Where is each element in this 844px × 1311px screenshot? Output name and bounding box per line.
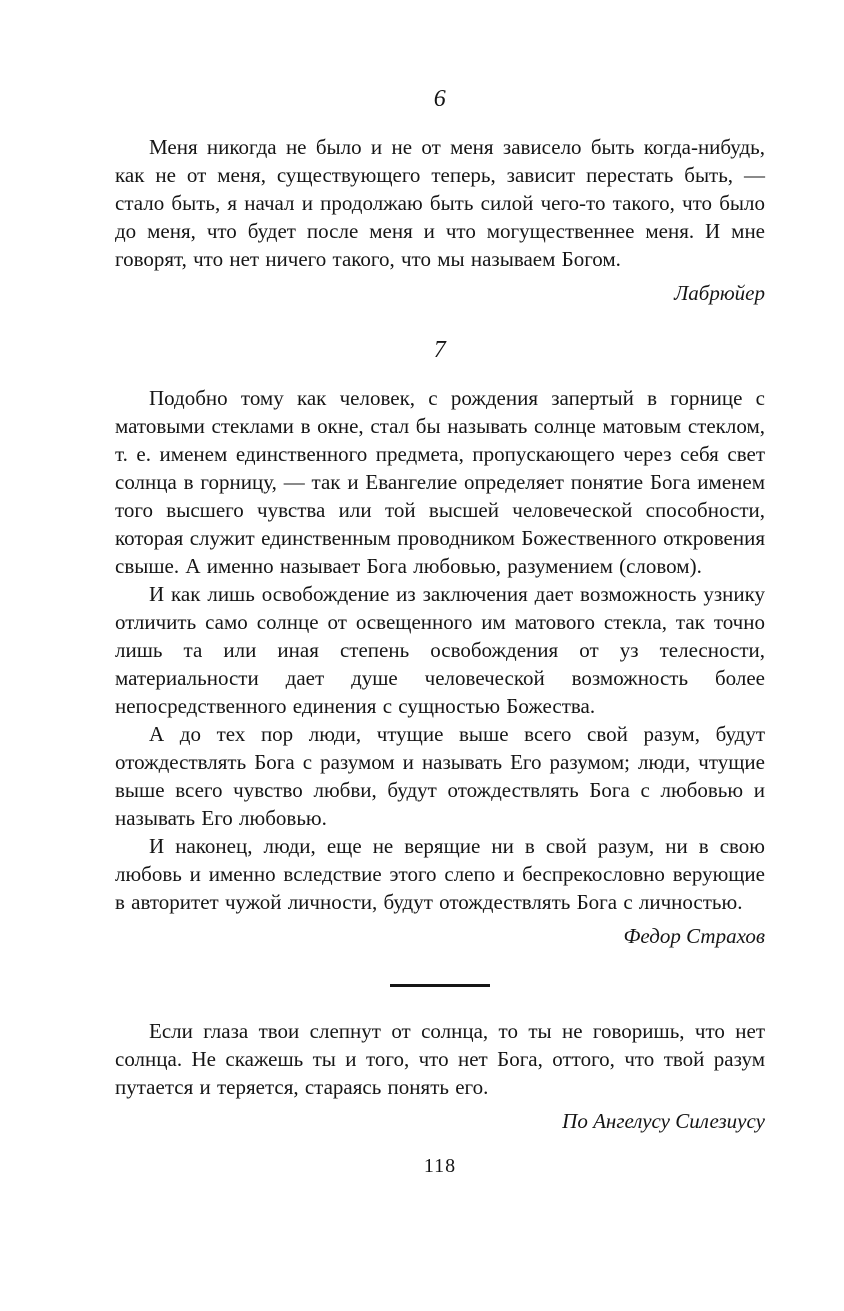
attribution: Федор Страхов	[623, 924, 765, 948]
paragraph: А до тех пор люди, чтущие выше всего свой разум, будут отождествлять Бога с разумом и называть Его разумом; люди, чтущие выше всего чувство любви, будут отождествлять Бога с любовью и называть Его любовью.	[115, 722, 765, 830]
attribution: Лабрюйер	[674, 281, 765, 305]
section-final	[115, 1017, 765, 1135]
paragraph: Подобно тому как человек, с рождения запертый в горнице с матовыми стеклами в окне, стал бы называть солнце матовым стеклом, т. е. именем единственного предмета, пропускающего через себя свет солнца в горницу, — так и Евангелие определяет понятие Бога именем того высшего чувства или той высшей человеческой способности, которая служит единственным проводником Божественного откровения свыше. А именно называет Бога любовью, разумением (словом).	[115, 386, 765, 578]
paragraph: Меня никогда не было и не от меня зависело быть когда-нибудь, как не от меня, существующего теперь, зависит перестать быть, — стало быть, я начал и продолжаю быть силой чего-то такого, что было до меня, что будет после меня и что могущественнее меня. И мне говорят, что нет ничего такого, что мы называем Богом.	[115, 135, 765, 271]
page-number: 118	[423, 1155, 457, 1177]
paragraph: И наконец, люди, еще не верящие ни в свой разум, ни в свою любовь и именно вследствие этого слепо и беспрекословно верующие в авторитет чужой личности, будут отождествлять Бога с личностью.	[115, 834, 765, 914]
paragraph: И как лишь освобождение из заключения дает возможность узнику отличить само солнце от освещенного им матового стекла, так точно лишь та или иная степень освобождения от уз телесности, материальности дает душе человеческой возможность более непосредственного единения с сущностью Божества.	[115, 582, 765, 718]
section-number: 6	[433, 86, 447, 112]
attribution: По Ангелусу Силезиусу	[562, 1109, 765, 1133]
section-6	[115, 86, 765, 307]
section-7	[115, 337, 765, 950]
section-divider	[390, 984, 490, 987]
paragraph: Если глаза твои слепнут от солнца, то ты не говоришь, что нет солнца. Не скажешь ты и того, что нет Бога, оттого, что твой разум путается и теряется, стараясь понять его.	[115, 1019, 765, 1099]
section-number: 7	[433, 337, 447, 363]
